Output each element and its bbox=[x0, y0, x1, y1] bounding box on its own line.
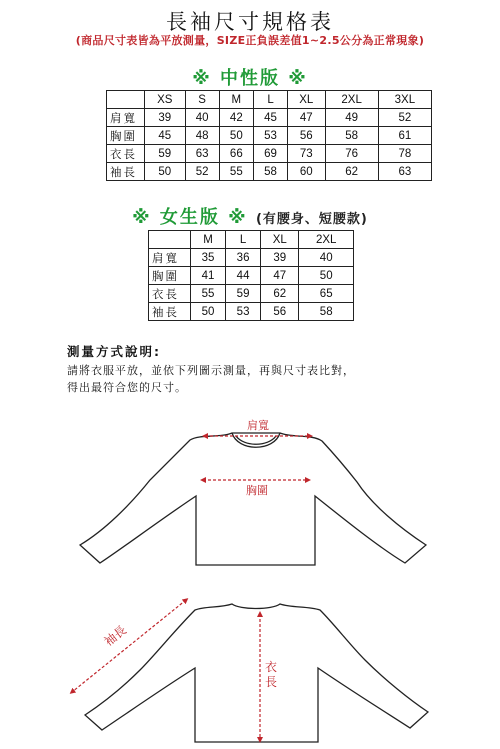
table-cell: 62 bbox=[261, 285, 299, 303]
women-subheading: (有腰身、短腰款) bbox=[255, 212, 368, 227]
table-cell: 62 bbox=[325, 163, 378, 181]
size-header: XL bbox=[261, 231, 299, 249]
table-cell: 50 bbox=[145, 163, 186, 181]
table-cell: 53 bbox=[226, 303, 261, 321]
row-label: 袖長 bbox=[107, 163, 145, 181]
front-shirt-outline bbox=[80, 433, 426, 565]
table-cell: 55 bbox=[191, 285, 226, 303]
method-heading: 測量方式說明: bbox=[67, 344, 161, 359]
page-title: 長袖尺寸規格表 bbox=[166, 10, 334, 34]
size-header: L bbox=[253, 91, 287, 109]
table-cell: 44 bbox=[226, 267, 261, 285]
row-label: 衣長 bbox=[107, 145, 145, 163]
size-header: 2XL bbox=[325, 91, 378, 109]
shoulder-label: 肩寬 bbox=[247, 419, 269, 432]
table-cell: 48 bbox=[185, 127, 219, 145]
table-cell: 52 bbox=[378, 109, 431, 127]
table-cell: 73 bbox=[288, 145, 325, 163]
table-cell: 45 bbox=[253, 109, 287, 127]
size-header: M bbox=[191, 231, 226, 249]
unisex-heading-text: ※ 中性版 ※ bbox=[192, 68, 308, 89]
table-cell: 63 bbox=[378, 163, 431, 181]
table-cell: 40 bbox=[185, 109, 219, 127]
row-label: 胸圍 bbox=[149, 267, 191, 285]
row-label: 肩寬 bbox=[107, 109, 145, 127]
length-label: 衣長 bbox=[265, 660, 278, 689]
table-cell: 65 bbox=[299, 285, 354, 303]
sleeve-measure-line bbox=[72, 600, 186, 692]
table-cell: 61 bbox=[378, 127, 431, 145]
table-cell: 59 bbox=[226, 285, 261, 303]
sleeve-label: 袖長 bbox=[101, 622, 130, 649]
table-cell: 50 bbox=[219, 127, 253, 145]
table-cell: 53 bbox=[253, 127, 287, 145]
table-cell: 36 bbox=[226, 249, 261, 267]
table-cell: 42 bbox=[219, 109, 253, 127]
method-line-1: 請將衣服平放，並依下列圖示測量，再與尺寸表比對， bbox=[67, 364, 355, 377]
table-cell: 56 bbox=[288, 127, 325, 145]
size-header: XL bbox=[288, 91, 325, 109]
table-cell: 58 bbox=[253, 163, 287, 181]
table-cell: 60 bbox=[288, 163, 325, 181]
table-cell: 55 bbox=[219, 163, 253, 181]
size-header: S bbox=[185, 91, 219, 109]
table-cell: 40 bbox=[299, 249, 354, 267]
size-header: M bbox=[219, 91, 253, 109]
row-label: 胸圍 bbox=[107, 127, 145, 145]
table-cell: 52 bbox=[185, 163, 219, 181]
size-header: 3XL bbox=[378, 91, 431, 109]
table-cell: 66 bbox=[219, 145, 253, 163]
back-shirt-outline bbox=[85, 604, 428, 742]
table-cell: 47 bbox=[288, 109, 325, 127]
table-cell: 45 bbox=[145, 127, 186, 145]
women-heading-text: ※ 女生版 ※ bbox=[132, 207, 248, 228]
chest-label: 胸圍 bbox=[246, 484, 268, 497]
table-cell: 78 bbox=[378, 145, 431, 163]
table-cell: 58 bbox=[325, 127, 378, 145]
method-line-2: 得出最符合您的尺寸。 bbox=[67, 381, 187, 394]
row-label: 肩寬 bbox=[149, 249, 191, 267]
table-cell: 50 bbox=[191, 303, 226, 321]
table-cell: 39 bbox=[145, 109, 186, 127]
table-cell: 39 bbox=[261, 249, 299, 267]
table-cell: 58 bbox=[299, 303, 354, 321]
size-header: L bbox=[226, 231, 261, 249]
table-cell: 59 bbox=[145, 145, 186, 163]
table-cell: 50 bbox=[299, 267, 354, 285]
size-header: 2XL bbox=[299, 231, 354, 249]
table-cell: 41 bbox=[191, 267, 226, 285]
table-cell: 47 bbox=[261, 267, 299, 285]
size-header: XS bbox=[145, 91, 186, 109]
table-cell: 56 bbox=[261, 303, 299, 321]
measurement-notice: (商品尺寸表皆為平放測量，SIZE正負誤差值1~2.5公分為正常現象) bbox=[75, 34, 425, 47]
table-cell: 63 bbox=[185, 145, 219, 163]
table-cell: 49 bbox=[325, 109, 378, 127]
row-label: 袖長 bbox=[149, 303, 191, 321]
row-label: 衣長 bbox=[149, 285, 191, 303]
table-cell: 76 bbox=[325, 145, 378, 163]
table-cell: 35 bbox=[191, 249, 226, 267]
table-cell: 69 bbox=[253, 145, 287, 163]
